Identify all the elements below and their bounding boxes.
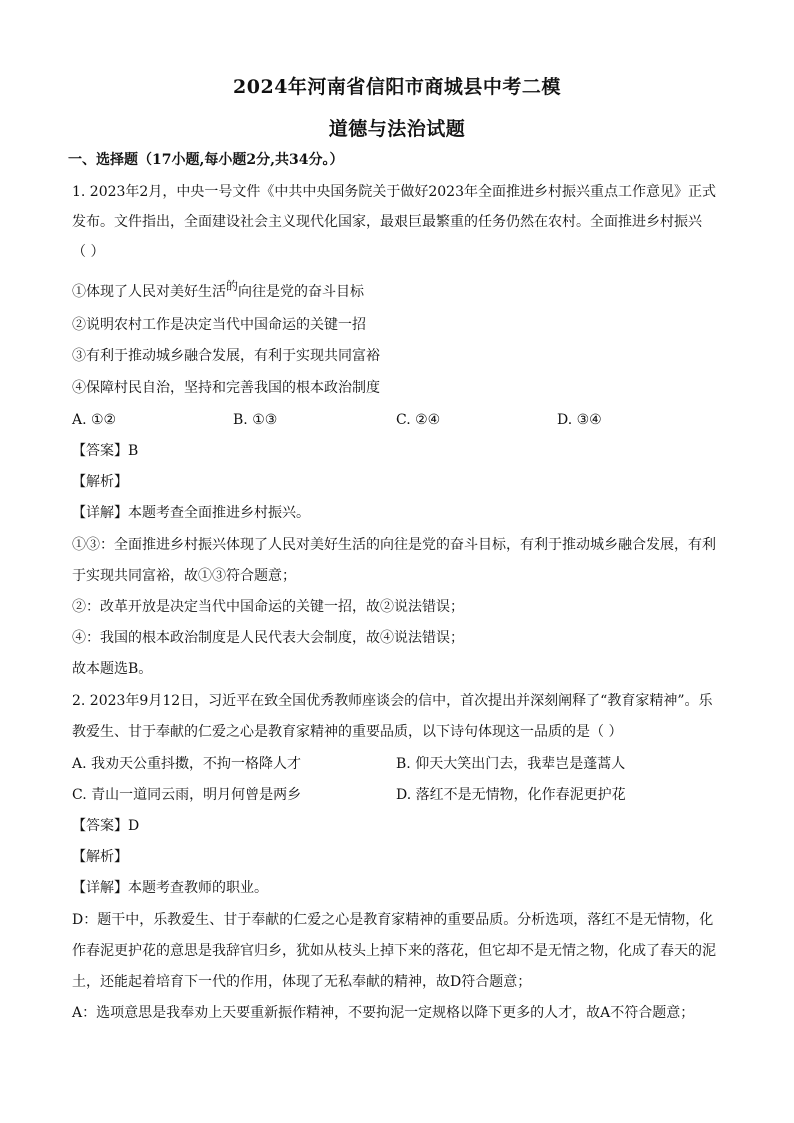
q2-detail: 【详解】本题考查教师的职业。	[72, 880, 268, 896]
q1-detail: 【详解】本题考查全面推进乡村振兴。	[72, 505, 310, 521]
q1-explain-line-2: 于实现共同富裕，故①③符合题意；	[72, 568, 296, 584]
q1-item-4: ④保障村民自治，坚持和完善我国的根本政治制度	[72, 380, 380, 396]
q1-analysis-label: 【解析】	[72, 474, 128, 490]
q1-stem-line-1: 1. 2023年2月，中央一号文件《中共中央国务院关于做好2023年全面推进乡村振兴重点工作意见》正式	[72, 184, 716, 200]
q2-stem-line-1: 2. 2023年9月12日，习近平在致全国优秀教师座谈会的信中，首次提出并深刻阐释了“教育家精神”。乐	[72, 693, 713, 709]
q1-option-d: D. ③④	[557, 412, 602, 428]
q1-stem-line-2: 发布。文件指出，全面建设社会主义现代化国家，最艰巨最繁重的任务仍然在农村。全面推进乡村振兴	[72, 214, 702, 230]
q1-item-1-text-b: 向往是党的奋斗目标	[238, 284, 365, 300]
q1-item-1-sup: 的	[226, 279, 239, 293]
exam-subtitle: 道德与法治试题	[328, 118, 466, 140]
q2-stem-line-2: 教爱生、甘于奉献的仁爱之心是教育家精神的重要品质，以下诗句体现这一品质的是（ ）	[72, 724, 623, 740]
q1-stem-line-3: （ ）	[72, 244, 105, 260]
q1-explain-line-5: 故本题选B。	[72, 661, 153, 677]
q2-explain-line-1: D：题干中，乐教爱生、甘于奉献的仁爱之心是教育家精神的重要品质。分析选项，落红不是无情物，化	[72, 912, 714, 928]
q2-option-c: C. 青山一道同云雨，明月何曾是两乡	[72, 787, 302, 803]
q1-item-2: ②说明农村工作是决定当代中国命运的关键一招	[72, 317, 366, 333]
q2-explain-line-4: A：选项意思是我奉劝上天要重新振作精神，不要拘泥一定规格以降下更多的人才，故A不符合题意；	[72, 1005, 695, 1021]
q1-item-3: ③有利于推动城乡融合发展，有利于实现共同富裕	[72, 348, 380, 364]
q2-explain-line-2: 作春泥更护花的意思是我辞官归乡，犹如从枝头上掉下来的落花，但它却不是无情之物，化成了春天的泥	[72, 943, 716, 959]
q2-analysis-label: 【解析】	[72, 849, 128, 865]
q2-option-b: B. 仰天大笑出门去，我辈岂是蓬蒿人	[396, 756, 626, 772]
q1-item-1	[72, 279, 722, 302]
q2-answer: 【答案】D	[72, 818, 140, 834]
q1-explain-line-3: ②：改革开放是决定当代中国命运的关键一招，故②说法错误；	[72, 599, 464, 615]
q1-explain-line-1: ①③：全面推进乡村振兴体现了人民对美好生活的向往是党的奋斗目标，有利于推动城乡融合发展，有利	[72, 537, 716, 553]
section-heading: 一、选择题（17小题,每小题2分,共34分。）	[68, 152, 344, 168]
q1-answer: 【答案】B	[72, 443, 139, 459]
q1-option-a: A. ①②	[72, 412, 117, 428]
q2-explain-line-3: 土，还能起着培育下一代的作用，体现了无私奉献的精神，故D符合题意；	[72, 974, 532, 990]
q1-option-c: C. ②④	[396, 412, 441, 428]
q2-option-a: A. 我劝天公重抖擞，不拘一格降人才	[72, 756, 302, 772]
q1-explain-line-4: ④：我国的根本政治制度是人民代表大会制度，故④说法错误；	[72, 630, 464, 646]
q1-option-b: B. ①③	[233, 412, 278, 428]
q2-option-d: D. 落红不是无情物，化作春泥更护花	[396, 787, 626, 803]
q1-item-1-text-a: ①体现了人民对美好生活	[72, 284, 226, 300]
exam-title: 2024年河南省信阳市商城县中考二模	[233, 76, 561, 98]
